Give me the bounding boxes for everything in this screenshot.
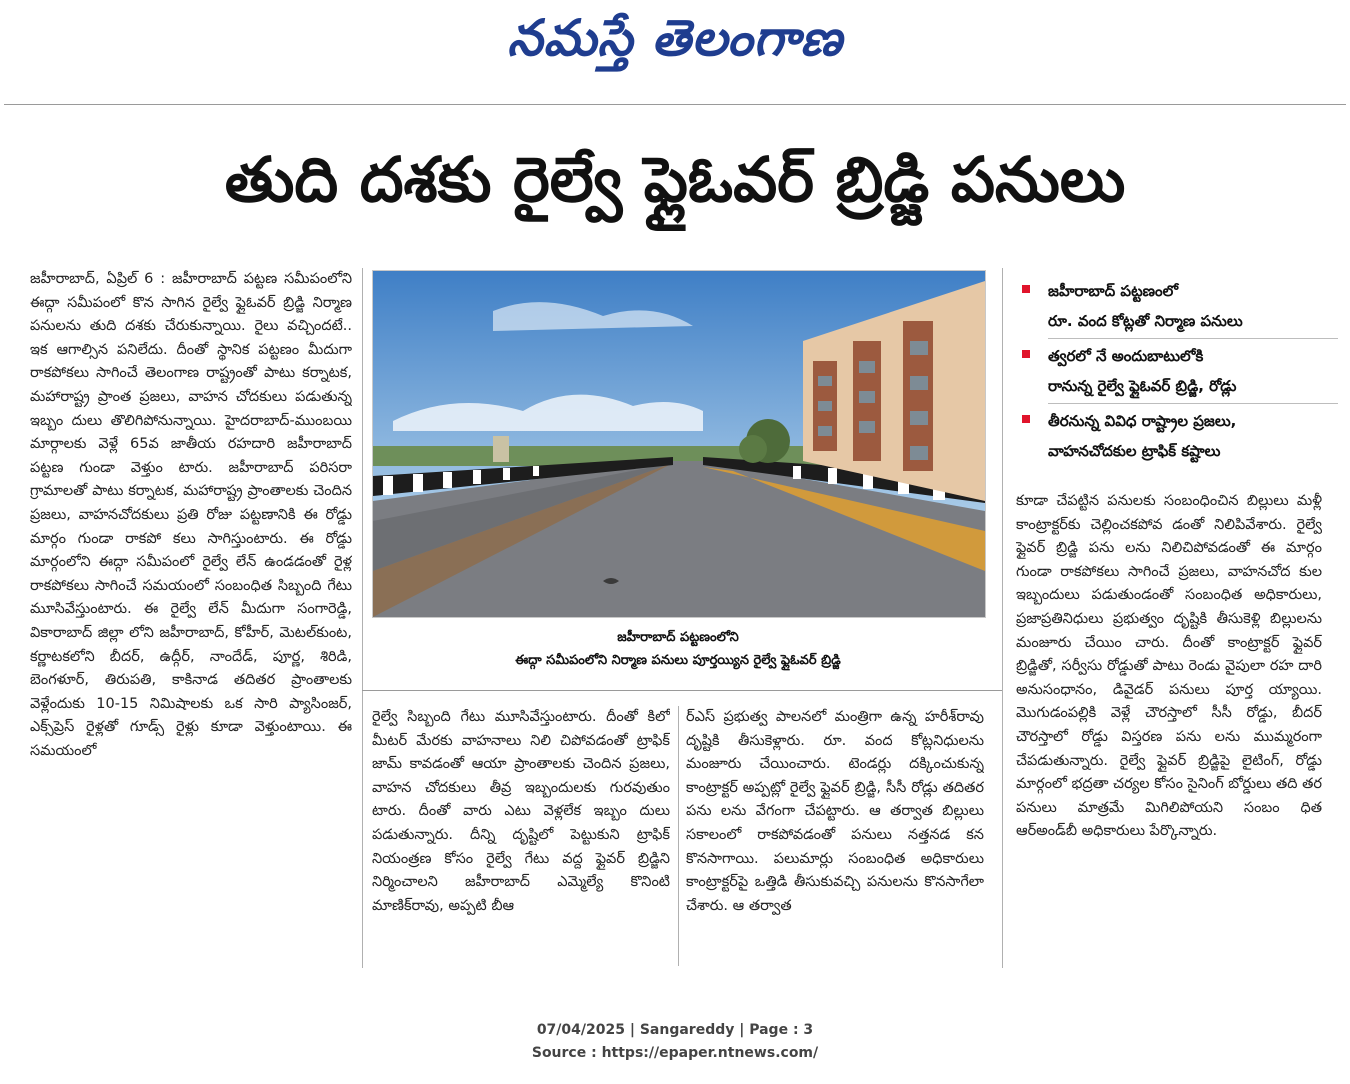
article-photo (372, 270, 986, 618)
highlight-line-1: త్వరలో నే అందుబాటులోకి (1048, 347, 1204, 365)
article-text: ర్ఎస్ ప్రభుత్వ పాలనలో మంత్రిగా ఉన్న హరీశ్‌రావు దృష్టికి తీసుకెళ్లారు. రూ. వంద కోట్లనిధులను మంజూరు చేయించారు. టెండర్లు దక్కించుకున్న కాంట్రాక్టర్ అప్పట్లో రైల్వే ఫ్లైవర్ బ్రిడ్జి, సీసీ రోడ్లు తదితర పను లను వేగంగా చేపట్టారు. ఆ తర్వాత బిల్లులు సకాలంలో రాకపోవడంతో పనులు నత్తనడ కన కొనసాగాయి. పలుమార్లు సంబంధిత అధికారులు కాంట్రాక్టర్‌పై ఒత్తిడి తీసుకువచ్చి పనులను కొనసాగేలా చేశారు. ఆ తర్వాత (686, 709, 984, 914)
highlights-box (1018, 276, 1338, 468)
bullet-icon (1022, 285, 1030, 293)
article-text: రైల్వే సిబ్బంది గేటు మూసివేస్తుంటారు. దీంతో కిలో మీటర్ మేరకు వాహనాలు నిలి చిపోవడంతో ట్రాఫిక్ జామ్ కావడంతో ఆయా ప్రాంతాలకు చెందిన ప్రజలు, వాహన చోదకులు తీవ్ర ఇబ్బందులకు గురవుతుం టారు. దీంతో వారు ఎటు వెళ్లలేక ఇబ్బం దులు పడుతున్నారు. దీన్ని దృష్టిలో పెట్టుకుని ట్రాఫిక్ నియంత్రణ కోసం రైల్వే గేటు వద్ద ఫ్లైవర్ బ్రిడ్జిని నిర్మించాలని జహీరాబాద్ ఎమ్మెల్యే కొనింటి మాణిక్‌రావు, అప్పటి బీఆ (372, 709, 670, 914)
bullet-icon (1022, 350, 1030, 358)
column-divider (678, 706, 679, 966)
article-column-2 (372, 706, 670, 966)
highlight-line-1: తీరనున్న వివిధ రాష్ట్రాల ప్రజలు, (1048, 412, 1237, 430)
top-divider (4, 104, 1346, 105)
flyover-photo (373, 271, 985, 617)
highlight-line-2: రానున్న రైల్వే ఫ్లైఓవర్ బ్రిడ్జి, రోడ్లు (1048, 371, 1338, 404)
highlight-item (1018, 406, 1338, 466)
highlight-item (1018, 341, 1338, 404)
highlight-line-2: వాహనచోదకుల ట్రాఫిక్ కష్టాలు (1048, 442, 1221, 460)
highlight-item (1018, 276, 1338, 339)
article-column-4 (1016, 490, 1322, 968)
caption-line-1: జహీరాబాద్ పట్టణంలోని (617, 630, 739, 645)
article-text: కూడా చేపట్టిన పనులకు సంబంధించిన బిల్లులు మళ్లీ కాంట్రాక్టర్‌కు చెల్లించకపోవ డంతో నిలిపివేశారు. రైల్వే ఫ్లైవర్ బ్రిడ్జి పను లను నిలిచిపోవడంతో ఈ మార్గం గుండా రాకపోకలు సాగించే ప్రజలు, వాహనచోద కుల ఇబ్బందులు పడుతుండంతో సంబంధిత అధికారులు, ప్రజాప్రతినిధులు ప్రభుత్వం దృష్టికి తీసుకెళ్లి బిల్లులను మంజూరు చేయిం చారు. దీంతో కాంట్రాక్టర్ ఫ్లైవర్ బ్రిడ్జితో, సర్వీసు రోడ్డుతో పాటు రెండు వైపులా రహ దారి అనుసంధానం, డివైడర్ పనులు పూర్త య్యాయి. మొగుడంపల్లికి వెళ్లే చౌరస్తాలో సీసీ రోడ్డు, బీదర్ చౌరస్తాలో రోడ్డు విస్తరణ పను లను ముమ్మరంగా చేపడుతున్నారు. రైల్వే ఫ్లైవర్ బ్రిడ్జిపై లైటింగ్, రోడ్డు మార్గంలో భద్రతా చర్యల కోసం సైనింగ్ బోర్డులు తది తర పనులు మాత్రమే మిగిలిపోయని సంబం ధిత ఆర్‌అండ్‌బీ అధికారులు పేర్కొన్నారు. (1016, 493, 1322, 840)
footer-date-edition: 07/04/2025 | Sangareddy | Page : 3 (536, 1022, 814, 1038)
article-column-1 (30, 268, 352, 976)
article-text: జహీరాబాద్, ఏప్రిల్ 6 : జహీరాబాద్ పట్టణ సమీపంలోని ఈద్గా సమీపంలో కొన సాగిన రైల్వే ఫ్లైఓవర్ బ్రిడ్జి నిర్మాణ పనులను తుది దశకు చేరుకున్నాయి. రైలు వచ్చిందటే.. ఇక ఆగాల్సిన పనిలేదు. దీంతో స్థానిక పట్టణం మీదుగా రాకపోకలు సాగించే తెలంగాణ రాష్ట్రంతో పాటు కర్నాటక, మహారాష్ట్ర ప్రాంత ప్రజలు, వాహన చోదకులు పడుతున్న ఇబ్బం దులు తొలిగిపోనున్నాయి. హైదరాబాద్-ముంబయి మార్గాలకు వెళ్లే 65వ జాతీయ రహదారి జహీరాబాద్ పట్టణ గుండా వెళ్తుం టారు. జహీరాబాద్ పరిసరా గ్రామాలతో పాటు కర్నాటక, మహారాష్ట్ర ప్రాంతాలకు చెందిన ప్రజలు, వాహనచోదకులు ప్రతి రోజు పట్టణానికి ఈ రోడ్డు మార్గం గుండా రాకపో కలు సాగిస్తుంటారు. ఈ రోడ్డు మార్గంలోని ఈద్గా సమీపంలో రైల్వే లేన్ ఉండడంతో రైళ్ల రాకపోకలు సాగించే సమయంలో సంబంధిత సిబ్బంది గేటు మూసివేస్తుంటారు. ఈ రైల్వే లేన్ మీదుగా సంగారెడ్డి, వికారాబాద్ జిల్లా లోని జహీరాబాద్, కోహీర్, మెటల్‌కుంట, కర్ణాటకలోని బీదర్, ఉద్గీర్, నాందేడ్, పూర్ణ, శిరిడి, బెంగళూర్, తిరుపతి, కాకినాడ తదితర ప్రాంతాలకు వెళ్లేందుకు 10-15 నిమిషాలకు ఒక సారి ప్యాసింజర్, ఎక్స్‌ప్రెస్ రైళ్లతో గూడ్స్ రైళ్లు కూడా వెళ్తుంటాయి. ఈ సమయంలో (30, 271, 352, 759)
masthead-logo: నమస్తే తెలంగాణ (507, 8, 843, 67)
highlight-line-2: రూ. వంద కోట్లతో నిర్మాణ పనులు (1048, 306, 1338, 339)
article-column-3 (686, 706, 984, 966)
bullet-icon (1022, 415, 1030, 423)
headline: తుది దశకు రైల్వే ఫ్లైఓవర్ బ్రిడ్జి పనులు (224, 143, 1126, 216)
caption-line-2: ఈద్గా సమీపంలోని నిర్మాణ పనులు పూర్తయ్యిన రైల్వే ఫ్లైఓవర్ బ్రిడ్జి (515, 653, 841, 668)
footer-source: Source : https://epaper.ntnews.com/ (531, 1045, 819, 1061)
highlight-line-1: జహీరాబాద్ పట్టణంలో (1048, 282, 1179, 300)
column-divider (362, 268, 363, 968)
column-divider (1002, 268, 1003, 968)
caption-divider (362, 690, 1002, 691)
photo-caption (372, 626, 984, 672)
